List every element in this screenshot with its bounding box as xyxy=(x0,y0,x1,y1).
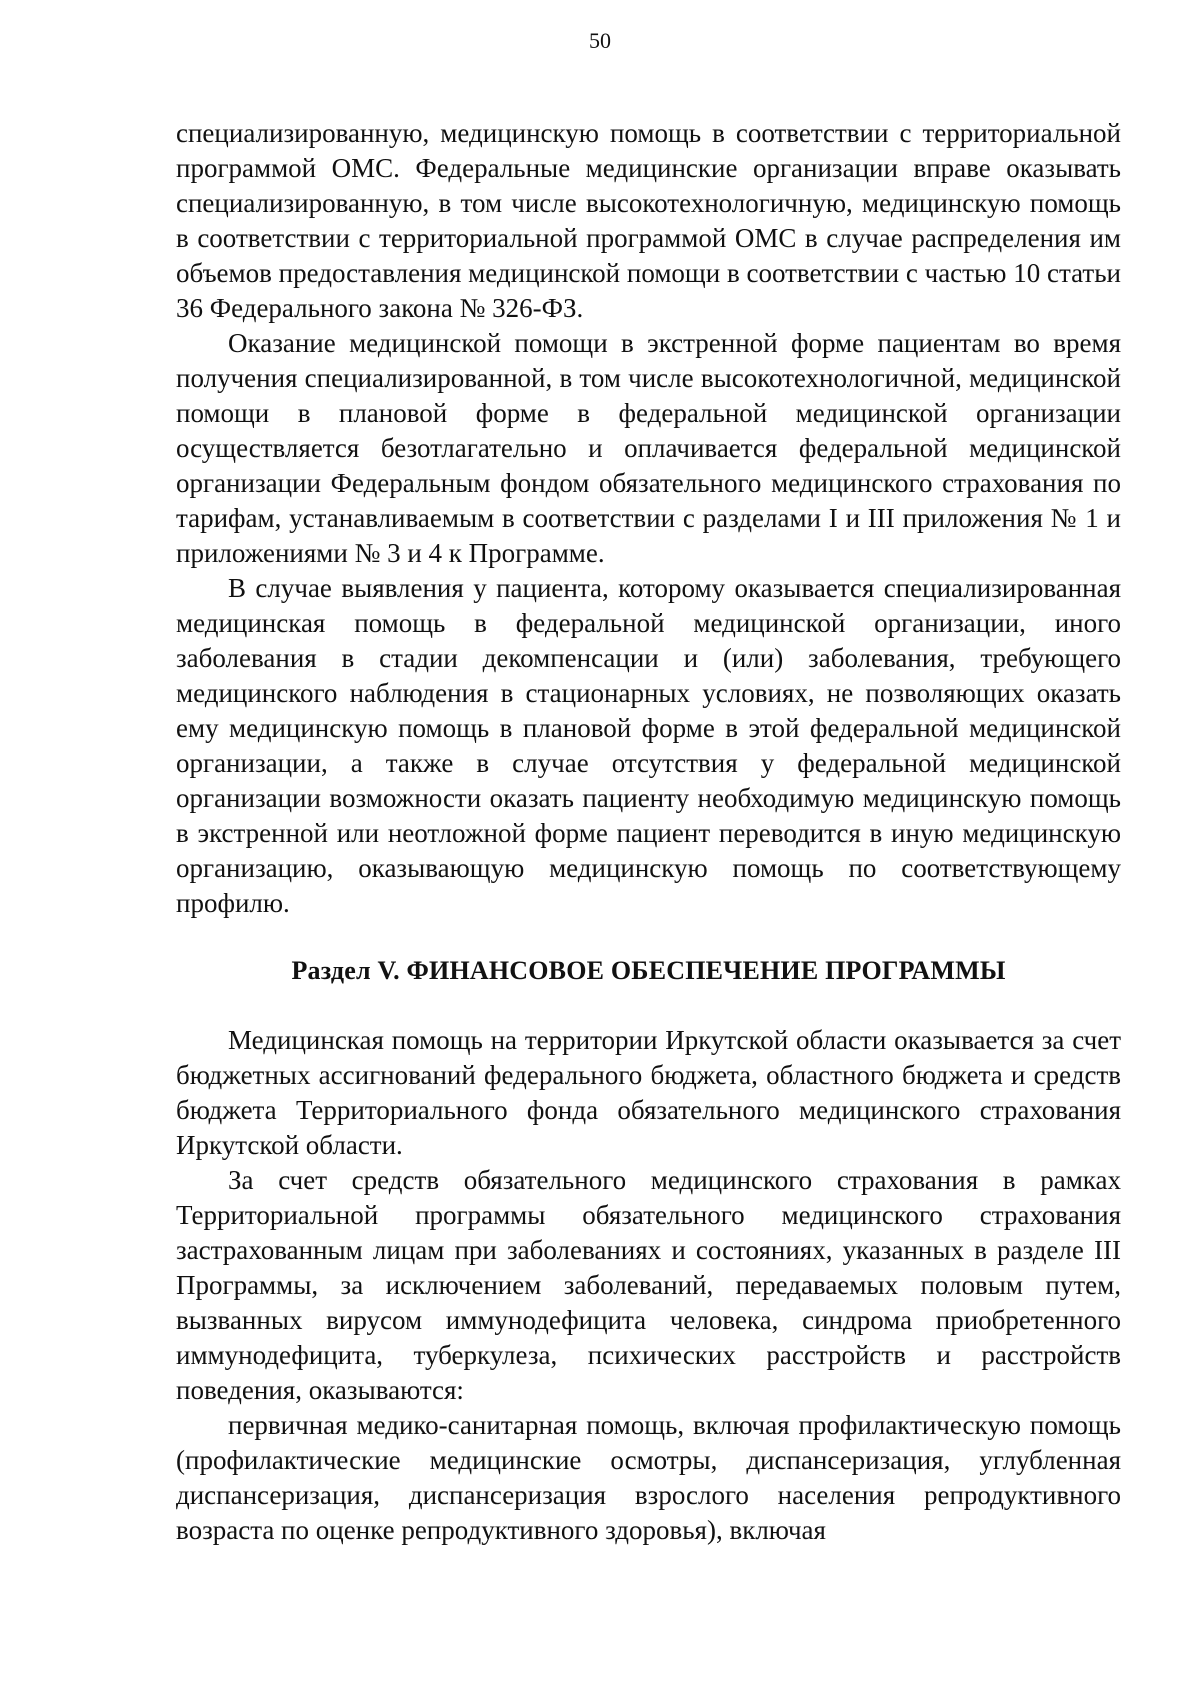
paragraph-emergency-care: Оказание медицинской помощи в экстренной форме пациентам во время получения специализированной, в том числе высокотехнологичной, медицинской помощи в плановой форме в федеральной медицинской организации осуществляется безотлагательно и оплачивается федеральной медицинской организации Федеральным фондом обязательного медицинского страхования по тарифам, устанавливаемым в соответствии с разделами I и III приложения № 1 и приложениями № 3 и 4 к Программе. xyxy=(176,328,1121,568)
paragraph-primary-care: первичная медико-санитарная помощь, включая профилактическую помощь (профилактические медицинские осмотры, диспансеризация, углубленная диспансеризация, диспансеризация взрослого населения репродуктивного возраста по оценке репродуктивного здоровья), включая xyxy=(176,1410,1121,1545)
paragraph-continuation: специализированную, медицинскую помощь в соответствии с территориальной программой ОМС. Федеральные медицинские организации вправе оказывать специализированную, в том числе высокотехнологичную, медицинскую помощь в соответствии с территориальной программой ОМС в случае распределения им объемов предоставления медицинской помощи в соответствии с частью 10 статьи 36 Федерального закона № 326-ФЗ. xyxy=(176,118,1121,323)
section-heading: Раздел V. ФИНАНСОВОЕ ОБЕСПЕЧЕНИЕ ПРОГРАММЫ xyxy=(291,956,1006,985)
page-number: 50 xyxy=(589,28,611,53)
paragraph-funding-sources: Медицинская помощь на территории Иркутской области оказывается за счет бюджетных ассигнований федерального бюджета, областного бюджета и средств бюджета Территориального фонда обязательного медицинского страхования Иркутской области. xyxy=(176,1025,1121,1160)
document-body xyxy=(176,116,1121,1548)
paragraph-patient-transfer: В случае выявления у пациента, которому оказывается специализированная медицинская помощь в федеральной медицинской организации, иного заболевания в стадии декомпенсации и (или) заболевания, требующего медицинского наблюдения в стационарных условиях, не позволяющих оказать ему медицинскую помощь в плановой форме в этой федеральной медицинской организации, а также в случае отсутствия у федеральной медицинской организации возможности оказать пациенту необходимую медицинскую помощь в экстренной или неотложной форме пациент переводится в иную медицинскую организацию, оказывающую медицинскую помощь по соответствующему профилю. xyxy=(176,573,1121,918)
paragraph-oms-scope: За счет средств обязательного медицинского страхования в рамках Территориальной программы обязательного медицинского страхования застрахованным лицам при заболеваниях и состояниях, указанных в разделе III Программы, за исключением заболеваний, передаваемых половым путем, вызванных вирусом иммунодефицита человека, синдрома приобретенного иммунодефицита, туберкулеза, психических расстройств и расстройств поведения, оказываются: xyxy=(176,1165,1121,1405)
